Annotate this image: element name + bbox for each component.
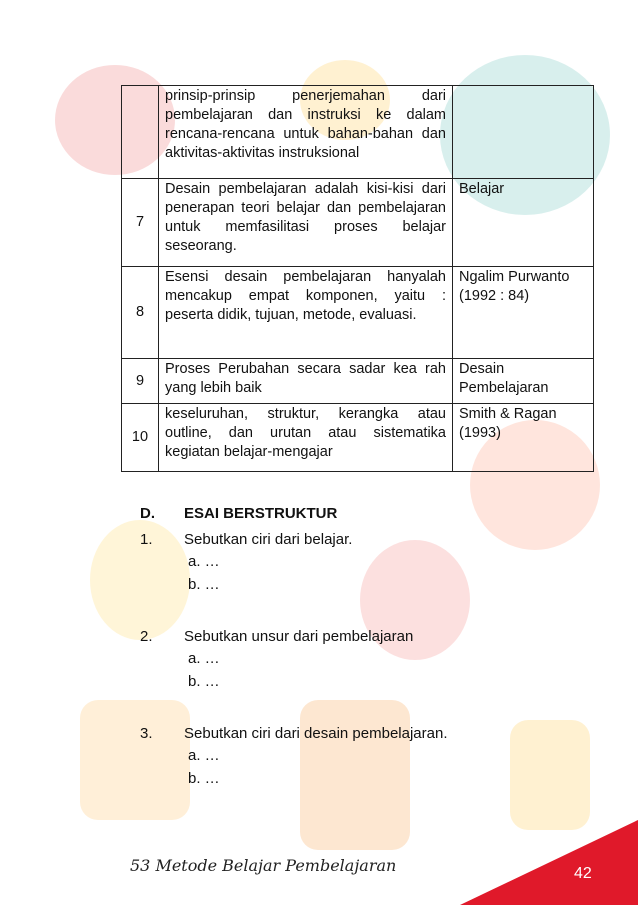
row-statement: Desain pembelajaran adalah kisi-kisi dari penerapan teori belajar dan pembelajaran untuk memfasilitasi proses belajar seseorang. [159,179,453,267]
answer-option: b. … [188,576,220,593]
section-heading [140,505,580,527]
row-number [122,86,159,179]
row-statement: Proses Perubahan secara sadar kea rah yang lebih baik [159,359,453,404]
answer-option: b. … [188,673,220,690]
matching-table [121,85,594,472]
page-corner-accent [460,820,638,905]
table-row [122,179,594,267]
question-number: 1. [140,531,153,548]
question-item [140,531,580,553]
book-title: 53 Metode Belajar Pembelajaran [130,856,397,875]
answer-option: a. … [188,747,220,764]
table-row [122,267,594,359]
row-statement: keseluruhan, struktur, kerangka atau outline, dan urutan atau sistematika kegiatan belajar-mengajar [159,404,453,472]
question-item [140,628,580,650]
row-answer [453,86,594,179]
row-answer: Ngalim Purwanto (1992 : 84) [453,267,594,359]
table-row [122,86,594,179]
row-answer: Belajar [453,179,594,267]
section-title: ESAI BERSTRUKTUR [184,505,338,522]
answer-option: a. … [188,650,220,667]
row-number: 10 [122,404,159,472]
question-text: Sebutkan ciri dari belajar. [184,531,353,548]
question-text: Sebutkan unsur dari pembelajaran [184,628,414,645]
row-answer: Smith & Ragan (1993) [453,404,594,472]
question-number: 2. [140,628,153,645]
answer-option: b. … [188,770,220,787]
essay-section [140,505,580,793]
row-number: 7 [122,179,159,267]
question-number: 3. [140,725,153,742]
row-number: 9 [122,359,159,404]
section-letter: D. [140,505,155,522]
table-row [122,404,594,472]
table-row [122,359,594,404]
row-answer: Desain Pembelajaran [453,359,594,404]
question-item [140,725,580,747]
row-number: 8 [122,267,159,359]
row-statement: Esensi desain pembelajaran hanyalah mencakup empat komponen, yaitu : peserta didik, tujuan, metode, evaluasi. [159,267,453,359]
question-text: Sebutkan ciri dari desain pembelajaran. [184,725,448,742]
answer-option: a. … [188,553,220,570]
page-number: 42 [574,865,592,882]
row-statement: prinsip-prinsip penerjemahan dari pembelajaran dan instruksi ke dalam rencana-rencana untuk bahan-bahan dan aktivitas-aktivitas instruksional [159,86,453,179]
